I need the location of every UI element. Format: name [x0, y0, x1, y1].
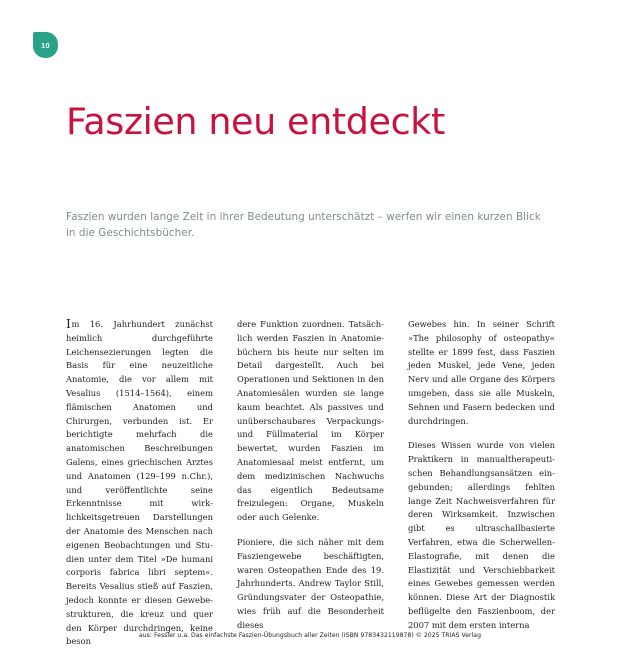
- page-title: Faszien neu entdeckt: [66, 100, 445, 144]
- paragraph-text: m 16. Jahrhundert zunächst heimlich durchgeführte Leichensezierungen legten die Basis für eine neuzeitliche Anatomie, die vor allem mit Vesalius (1514–1564), einem flämischen Anatomen und Chirurgen, verbunden ist. Er berichtigte mehrfach die anatomischen Beschreibungen Galens, eines griechischen Arztes und Anatomen (129–199 n.Chr.), und veröffentlichte seine Erkenntnisse mit wirklichkeitsgetreuen Darstellungen der Anatomie des Menschen nach eigenen Beobachtungen und Studien unter dem Titel »De humani corporis fabrica libri septem«. Bereits Vesalius stieß auf Faszien, jedoch konnte er diesen Gewebestrukturen, die kreuz und quer den Körper durchdringen, keine beson: [66, 319, 213, 647]
- text-column-2: [237, 318, 384, 630]
- paragraph: [408, 439, 555, 632]
- paragraph-text: Gewebes hin. In seiner Schrift »The philosophy of osteopathy« stellte er 1899 fest, dass Faszien jeden Muskel, jede Vene, jeden Nerv und alle Organe des Körpers umgeben, dass sie alle Muskeln, Sehnen und Fasern bedecken und durchdringen.: [408, 319, 555, 426]
- paragraph-text: Pioniere, die sich näher mit dem Fasziengewebe beschäftigten, waren Osteopathen Ende des 19. Jahrhunderts. Andrew Taylor Still, Gründungsvater der Osteopathie, wies früh auf die Besonderheit dieses: [237, 536, 384, 630]
- paragraph: [237, 536, 384, 633]
- page-subtitle: Faszien wurden lange Zeit in ihrer Bedeutung unterschätzt – werfen wir einen kurzen Blick in die Geschichtsbücher.: [66, 211, 541, 240]
- drop-cap: I: [66, 316, 71, 331]
- paragraph-text: Dieses Wissen wurde von vielen Praktikern in manualtherapeutischen Behandlungsansätzen eingebunden; allerdings fehlten lange Zeit Nachweisverfahren für deren Wirksamkeit. Inzwischen gibt es ultraschallbasierte Verfahren, etwa die Scherwellen-Elastografie, mit denen die Elastizität und Verschiebbarkeit eines Gewebes gemessen werden können. Diese Art der Diagnostik beflügelte den Faszienboom, der 2007 mit dem ersten interna: [408, 440, 555, 630]
- text-column-1: [66, 316, 213, 647]
- page-number-badge: [33, 32, 58, 58]
- page-number-label: 10: [41, 40, 50, 50]
- paragraph: [408, 318, 555, 428]
- paragraph: [237, 318, 384, 525]
- paragraph: [66, 318, 213, 649]
- text-column-3: [408, 318, 555, 630]
- footer-citation: aus: Fessler u.a. Das einfachste Faszien-Übungsbuch aller Zeiten (ISBN 9783432119878) © 2025 TRIAS Verlag: [139, 632, 481, 639]
- paragraph-text: dere Funktion zuordnen. Tatsächlich werden Faszien in Anatomiebüchern bis heute nur selten im Detail dargestellt. Auch bei Operationen und Sektionen in den Anatomiesälen wurden sie lange kaum beachtet. Als passives und unüberschaubares Verpackungs- und Füllmaterial im Körper bewertet, wurden Faszien im Anatomiesaal meist entfernt, um dem medizinischen Nachwuchs das eigentlich Bedeutsame freizulegen: Organe, Muskeln oder auch Gelenke.: [237, 319, 384, 523]
